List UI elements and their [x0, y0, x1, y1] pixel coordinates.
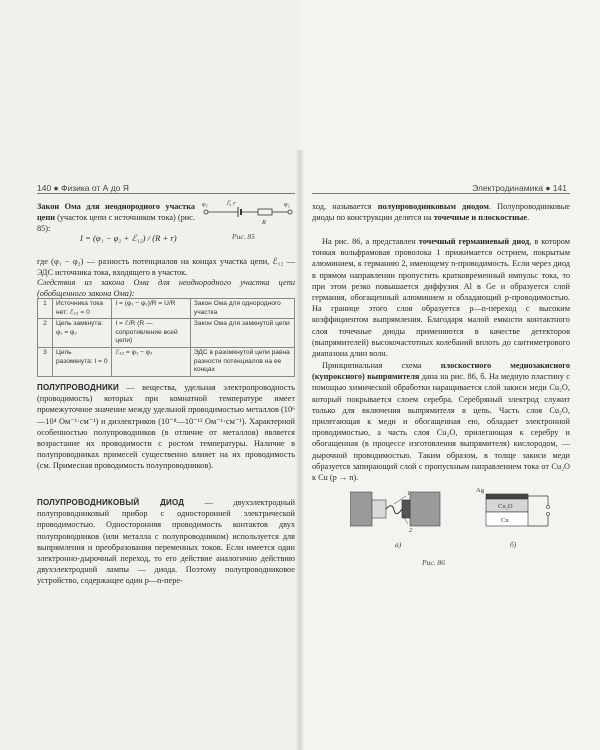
table-cell: ЭДС в разомкнутой цепи равна разности потенциалов на ее концах [190, 347, 294, 376]
table-cell: Цепь замкнута: φ₁ = φ₂ [53, 319, 112, 348]
fig85-terminal-left [204, 210, 208, 214]
table-cell: 3 [38, 347, 53, 376]
fig86b-terminal-bottom [546, 512, 549, 515]
para3-term: плоскостного меднозакисного (купроксного) выпрямителя [312, 361, 570, 382]
table-cell: Закон Ома для однородного участка [190, 299, 294, 319]
fig86-caption: Рис. 86 [422, 558, 445, 567]
fig85-emf-label: ℰ, r [226, 200, 236, 207]
table-cell: I = ℰ/R (R — сопротивление всей цепи) [112, 319, 191, 348]
right-running-head: Электродинамика ● 141 [472, 183, 567, 193]
table-row [38, 319, 295, 348]
diode-term: ПОЛУПРОВОДНИКОВЫЙ ДИОД [37, 498, 185, 507]
fig86a-left-holder [372, 500, 386, 518]
para2-text-a: На рис. 86, а представлен [322, 237, 419, 246]
fig85-caption: Рис. 85 [232, 232, 255, 241]
fig86b-label: б) [510, 540, 517, 549]
corollary-heading: Следствия из закона Ома для неоднородного участка цепи (обобщенного закона Ома): [37, 278, 295, 299]
fig86a-whisker-wire [386, 506, 402, 514]
ohm-law-intro-text: (участок цепи с источником тока) (рис. 85): [37, 213, 195, 234]
para2-text-c: , в котором тонкая вольфрамовая проволока 1 прижимается острием, покрытым алюминием, к германию 2, имеющему n-проводимость. Если через диод в прямом направлении пропустить кратковременный импульс тока, то при этом резко повышается диффузия Al в Ge и образуется слой германия, обогащенный алюминием и обладающий p-проводимостью. На границе этого слоя образуется p—n-переход с высоким коэффициентом выпрямления. Благодаря малой емкости контактного слоя точечные диоды применяются в качестве детекторов (выпрямителей) высокочастотных колебаний вплоть до сантиметрового диапазона длин волн. [312, 237, 571, 359]
fig86b-silver-layer [486, 494, 528, 499]
table-cell: Источника тока нет: ℰ₁₂ = 0 [53, 299, 112, 319]
table-cell: Цепь разомкнута: I = 0 [53, 347, 112, 376]
fig86a-label-2: 2 [409, 527, 413, 534]
fig86a-label-1: 1 [407, 490, 411, 497]
para3-text-a: Принципиальная схема [322, 361, 441, 370]
ohm-where-text: где (φ₁ − φ₂) — разность потенциалов на концах участка цепи, ℰ₁₂ — ЭДС источника тока, входящего в участок. [37, 257, 295, 278]
para2-term: точечный германиевый диод [418, 237, 530, 246]
diode-continued [312, 201, 570, 223]
para1-text-c: . Полупроводниковые диоды по конструкции делятся на [312, 202, 571, 223]
para3-text-c: дана на рис. 86, б. На медную пластину с помощью химической обработки наращивается слой закиси меди Cu₂O, который покрывается слоем серебра. Серебряный электрод служит только для включения выпрямителя в цепь. Часть слоя Cu₂O, прилегающая к меди и обогащенная ею, обладает электронной проводимостью, а часть слоя Cu₂O, прилегающая к серебру и обогащенная (в процессе изготовления выпрямителя) кислородом, — дырочной проводимостью. Таким образом, в толще закиси меди образуется запирающий слой с пропускным направлением тока от Cu₂O к Cu (p → n). [312, 372, 570, 483]
right-head-rule [312, 193, 570, 194]
left-running-head: 140 ● Физика от А до Я [37, 183, 129, 193]
table-cell: 2 [38, 319, 53, 348]
fig86b-cu2o-label: Cu₂O [498, 503, 513, 510]
semiconductors-entry [37, 382, 295, 472]
fig86a-right-housing [410, 492, 440, 526]
fig86a-left-housing [350, 492, 372, 526]
point-diode-paragraph [312, 236, 570, 359]
diode-text: — двухэлектродный полупроводниковый прибор с односторонней электрической проводимостью. Односторонняя проводимость контактов двух полупроводников (или металла с полупроводником) используется для выпрямления и преобразования переменных токов. Если имеется один электронно-дырочный переход, то его действие аналогично действию двухэлектродной лампы — диода. Поэтому полупроводниковое устройство, содержащее один p—n-пере- [37, 498, 296, 586]
cuprox-paragraph [312, 360, 570, 483]
para1-term-types: точечные и плоскостные [433, 213, 528, 223]
semiconductors-text: — вещества, удельная электропроводность (проводимость) которых при комнатной температуре имеет промежуточное значение между удельной проводимостью металлов (10⁶—10⁴ Ом⁻¹·см⁻¹) и диэлектриков (10⁻⁸—10⁻¹² Ом⁻¹·см⁻¹). Характерной особенностью полупроводников (в отличие от металлов) является возрастание их проводимости с ростом температуры. Наличие в полупроводниках примесей существенно влияет на их проводимость (см. Примесная проводимость полупроводников). [37, 383, 295, 471]
ohm-law-intro [37, 201, 195, 235]
fig85-resistor [258, 209, 272, 215]
fig85-resistor-label: R [262, 219, 266, 226]
para1-text-a: ход, называется [312, 202, 378, 211]
table-row [38, 347, 295, 376]
fig86a-germanium-crystal [402, 500, 410, 518]
left-head-rule [37, 193, 295, 194]
fig86b-ag-label: Ag [476, 487, 484, 494]
fig86a-label: а) [395, 540, 402, 549]
fig86b-cu-label: Cu [501, 517, 509, 524]
table-cell: ℰ₁₂ = φ₁ − φ₂ [112, 347, 191, 376]
fig85-terminal-right [288, 210, 292, 214]
ohm-law-title: Закон Ома для неоднородного участка цепи [37, 202, 195, 223]
ohm-formula: I = (φ₁ − φ₂ + ℰ₁₂) / (R + r) [80, 233, 177, 243]
table-cell: Закон Ома для замкнутой цепи [190, 319, 294, 348]
para1-text-e: . [527, 213, 530, 223]
fig86b-terminal-top [546, 505, 549, 508]
diode-entry [37, 497, 295, 587]
fig85-phi2-label: φ₂ [284, 201, 290, 208]
table-row [38, 299, 295, 319]
fig85-phi1-label: φ₁ [202, 201, 208, 208]
fig86b-cuprox-rectifier [468, 480, 568, 550]
ohm-corollary-table [37, 298, 295, 377]
table-cell: I = (φ₁ − φ₂)/R = U/R [112, 299, 191, 319]
para1-term-diode: полупроводниковым диодом [377, 202, 489, 211]
table-cell: 1 [38, 299, 53, 319]
semiconductors-term: ПОЛУПРОВОДНИКИ [37, 383, 119, 392]
